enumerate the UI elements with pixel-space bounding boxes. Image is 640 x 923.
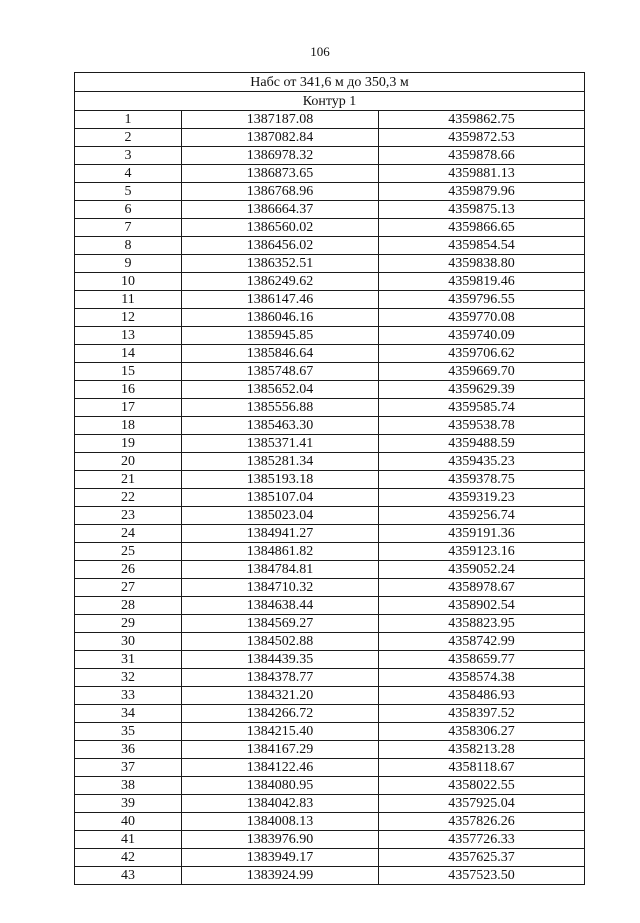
table-row — [75, 525, 585, 543]
x-coordinate: 1385023.04 — [182, 507, 379, 525]
table-row — [75, 111, 585, 129]
y-coordinate: 4357925.04 — [379, 795, 585, 813]
table-row — [75, 291, 585, 309]
x-coordinate: 1386352.51 — [182, 255, 379, 273]
table-row — [75, 381, 585, 399]
x-coordinate: 1386768.96 — [182, 183, 379, 201]
x-coordinate: 1385652.04 — [182, 381, 379, 399]
point-number: 22 — [75, 489, 182, 507]
table-row — [75, 543, 585, 561]
x-coordinate: 1384215.40 — [182, 723, 379, 741]
x-coordinate: 1386978.32 — [182, 147, 379, 165]
y-coordinate: 4359770.08 — [379, 309, 585, 327]
table-row — [75, 633, 585, 651]
point-number: 38 — [75, 777, 182, 795]
page-number: 106 — [310, 44, 330, 59]
point-number: 24 — [75, 525, 182, 543]
point-number: 1 — [75, 111, 182, 129]
y-coordinate: 4359488.59 — [379, 435, 585, 453]
table-row — [75, 777, 585, 795]
point-number: 12 — [75, 309, 182, 327]
y-coordinate: 4358118.67 — [379, 759, 585, 777]
x-coordinate: 1383949.17 — [182, 849, 379, 867]
y-coordinate: 4358574.38 — [379, 669, 585, 687]
y-coordinate: 4359838.80 — [379, 255, 585, 273]
x-coordinate: 1383976.90 — [182, 831, 379, 849]
table-row — [75, 759, 585, 777]
table-row — [75, 219, 585, 237]
y-coordinate: 4359123.16 — [379, 543, 585, 561]
y-coordinate: 4359862.75 — [379, 111, 585, 129]
y-coordinate: 4359538.78 — [379, 417, 585, 435]
table-row — [75, 813, 585, 831]
y-coordinate: 4359740.09 — [379, 327, 585, 345]
table-row — [75, 255, 585, 273]
contour-label: Контур 1 — [75, 92, 585, 111]
point-number: 4 — [75, 165, 182, 183]
x-coordinate: 1384439.35 — [182, 651, 379, 669]
table-row — [75, 363, 585, 381]
y-coordinate: 4359435.23 — [379, 453, 585, 471]
table-row — [75, 435, 585, 453]
point-number: 11 — [75, 291, 182, 309]
y-coordinate: 4359052.24 — [379, 561, 585, 579]
y-coordinate: 4357523.50 — [379, 867, 585, 885]
contour-row — [75, 92, 585, 111]
table-row — [75, 489, 585, 507]
table-row — [75, 183, 585, 201]
y-coordinate: 4358902.54 — [379, 597, 585, 615]
y-coordinate: 4359879.96 — [379, 183, 585, 201]
x-coordinate: 1386456.02 — [182, 237, 379, 255]
point-number: 25 — [75, 543, 182, 561]
y-coordinate: 4357826.26 — [379, 813, 585, 831]
point-number: 29 — [75, 615, 182, 633]
y-coordinate: 4359875.13 — [379, 201, 585, 219]
x-coordinate: 1386873.65 — [182, 165, 379, 183]
table-row — [75, 651, 585, 669]
coordinates-table-body — [75, 73, 585, 885]
x-coordinate: 1384008.13 — [182, 813, 379, 831]
y-coordinate: 4359378.75 — [379, 471, 585, 489]
point-number: 16 — [75, 381, 182, 399]
x-coordinate: 1384378.77 — [182, 669, 379, 687]
point-number: 17 — [75, 399, 182, 417]
x-coordinate: 1385556.88 — [182, 399, 379, 417]
y-coordinate: 4359872.53 — [379, 129, 585, 147]
table-row — [75, 723, 585, 741]
table-title: Набс от 341,6 м до 350,3 м — [75, 73, 585, 92]
x-coordinate: 1385107.04 — [182, 489, 379, 507]
point-number: 3 — [75, 147, 182, 165]
y-coordinate: 4358306.27 — [379, 723, 585, 741]
point-number: 36 — [75, 741, 182, 759]
point-number: 10 — [75, 273, 182, 291]
table-row — [75, 327, 585, 345]
x-coordinate: 1384266.72 — [182, 705, 379, 723]
point-number: 20 — [75, 453, 182, 471]
table-row — [75, 741, 585, 759]
y-coordinate: 4359191.36 — [379, 525, 585, 543]
x-coordinate: 1384122.46 — [182, 759, 379, 777]
point-number: 33 — [75, 687, 182, 705]
point-number: 42 — [75, 849, 182, 867]
x-coordinate: 1386147.46 — [182, 291, 379, 309]
y-coordinate: 4359866.65 — [379, 219, 585, 237]
y-coordinate: 4359256.74 — [379, 507, 585, 525]
table-row — [75, 147, 585, 165]
y-coordinate: 4358486.93 — [379, 687, 585, 705]
y-coordinate: 4359878.66 — [379, 147, 585, 165]
table-row — [75, 453, 585, 471]
x-coordinate: 1385748.67 — [182, 363, 379, 381]
table-row — [75, 399, 585, 417]
point-number: 34 — [75, 705, 182, 723]
x-coordinate: 1384861.82 — [182, 543, 379, 561]
y-coordinate: 4357726.33 — [379, 831, 585, 849]
x-coordinate: 1386046.16 — [182, 309, 379, 327]
point-number: 13 — [75, 327, 182, 345]
table-row — [75, 417, 585, 435]
point-number: 28 — [75, 597, 182, 615]
y-coordinate: 4359319.23 — [379, 489, 585, 507]
x-coordinate: 1386664.37 — [182, 201, 379, 219]
x-coordinate: 1387082.84 — [182, 129, 379, 147]
table-row — [75, 597, 585, 615]
point-number: 26 — [75, 561, 182, 579]
point-number: 19 — [75, 435, 182, 453]
y-coordinate: 4358397.52 — [379, 705, 585, 723]
point-number: 6 — [75, 201, 182, 219]
x-coordinate: 1386249.62 — [182, 273, 379, 291]
table-row — [75, 579, 585, 597]
y-coordinate: 4359854.54 — [379, 237, 585, 255]
table-row — [75, 687, 585, 705]
y-coordinate: 4359881.13 — [379, 165, 585, 183]
x-coordinate: 1385846.64 — [182, 345, 379, 363]
point-number: 8 — [75, 237, 182, 255]
coordinates-table — [74, 72, 585, 885]
x-coordinate: 1387187.08 — [182, 111, 379, 129]
point-number: 35 — [75, 723, 182, 741]
table-row — [75, 345, 585, 363]
point-number: 32 — [75, 669, 182, 687]
table-row — [75, 309, 585, 327]
table-row — [75, 237, 585, 255]
y-coordinate: 4359706.62 — [379, 345, 585, 363]
point-number: 39 — [75, 795, 182, 813]
x-coordinate: 1383924.99 — [182, 867, 379, 885]
table-row — [75, 831, 585, 849]
y-coordinate: 4359629.39 — [379, 381, 585, 399]
x-coordinate: 1384941.27 — [182, 525, 379, 543]
table-row — [75, 471, 585, 489]
point-number: 14 — [75, 345, 182, 363]
y-coordinate: 4359585.74 — [379, 399, 585, 417]
x-coordinate: 1384167.29 — [182, 741, 379, 759]
table-row — [75, 201, 585, 219]
y-coordinate: 4359819.46 — [379, 273, 585, 291]
y-coordinate: 4358823.95 — [379, 615, 585, 633]
y-coordinate: 4358659.77 — [379, 651, 585, 669]
table-row — [75, 867, 585, 885]
point-number: 2 — [75, 129, 182, 147]
table-row — [75, 561, 585, 579]
point-number: 23 — [75, 507, 182, 525]
y-coordinate: 4359796.55 — [379, 291, 585, 309]
x-coordinate: 1385281.34 — [182, 453, 379, 471]
table-title-row — [75, 73, 585, 92]
point-number: 43 — [75, 867, 182, 885]
point-number: 41 — [75, 831, 182, 849]
table-row — [75, 273, 585, 291]
table-row — [75, 615, 585, 633]
x-coordinate: 1386560.02 — [182, 219, 379, 237]
x-coordinate: 1384502.88 — [182, 633, 379, 651]
table-row — [75, 165, 585, 183]
table-row — [75, 129, 585, 147]
point-number: 27 — [75, 579, 182, 597]
x-coordinate: 1384638.44 — [182, 597, 379, 615]
y-coordinate: 4357625.37 — [379, 849, 585, 867]
y-coordinate: 4359669.70 — [379, 363, 585, 381]
point-number: 40 — [75, 813, 182, 831]
y-coordinate: 4358022.55 — [379, 777, 585, 795]
point-number: 15 — [75, 363, 182, 381]
table-row — [75, 795, 585, 813]
point-number: 21 — [75, 471, 182, 489]
point-number: 9 — [75, 255, 182, 273]
x-coordinate: 1384080.95 — [182, 777, 379, 795]
x-coordinate: 1385463.30 — [182, 417, 379, 435]
y-coordinate: 4358742.99 — [379, 633, 585, 651]
point-number: 30 — [75, 633, 182, 651]
x-coordinate: 1384784.81 — [182, 561, 379, 579]
table-row — [75, 705, 585, 723]
x-coordinate: 1384569.27 — [182, 615, 379, 633]
point-number: 18 — [75, 417, 182, 435]
table-row — [75, 669, 585, 687]
y-coordinate: 4358978.67 — [379, 579, 585, 597]
point-number: 5 — [75, 183, 182, 201]
point-number: 37 — [75, 759, 182, 777]
point-number: 7 — [75, 219, 182, 237]
x-coordinate: 1384710.32 — [182, 579, 379, 597]
y-coordinate: 4358213.28 — [379, 741, 585, 759]
table-row — [75, 849, 585, 867]
point-number: 31 — [75, 651, 182, 669]
table-row — [75, 507, 585, 525]
x-coordinate: 1385193.18 — [182, 471, 379, 489]
x-coordinate: 1384321.20 — [182, 687, 379, 705]
x-coordinate: 1385371.41 — [182, 435, 379, 453]
x-coordinate: 1385945.85 — [182, 327, 379, 345]
x-coordinate: 1384042.83 — [182, 795, 379, 813]
